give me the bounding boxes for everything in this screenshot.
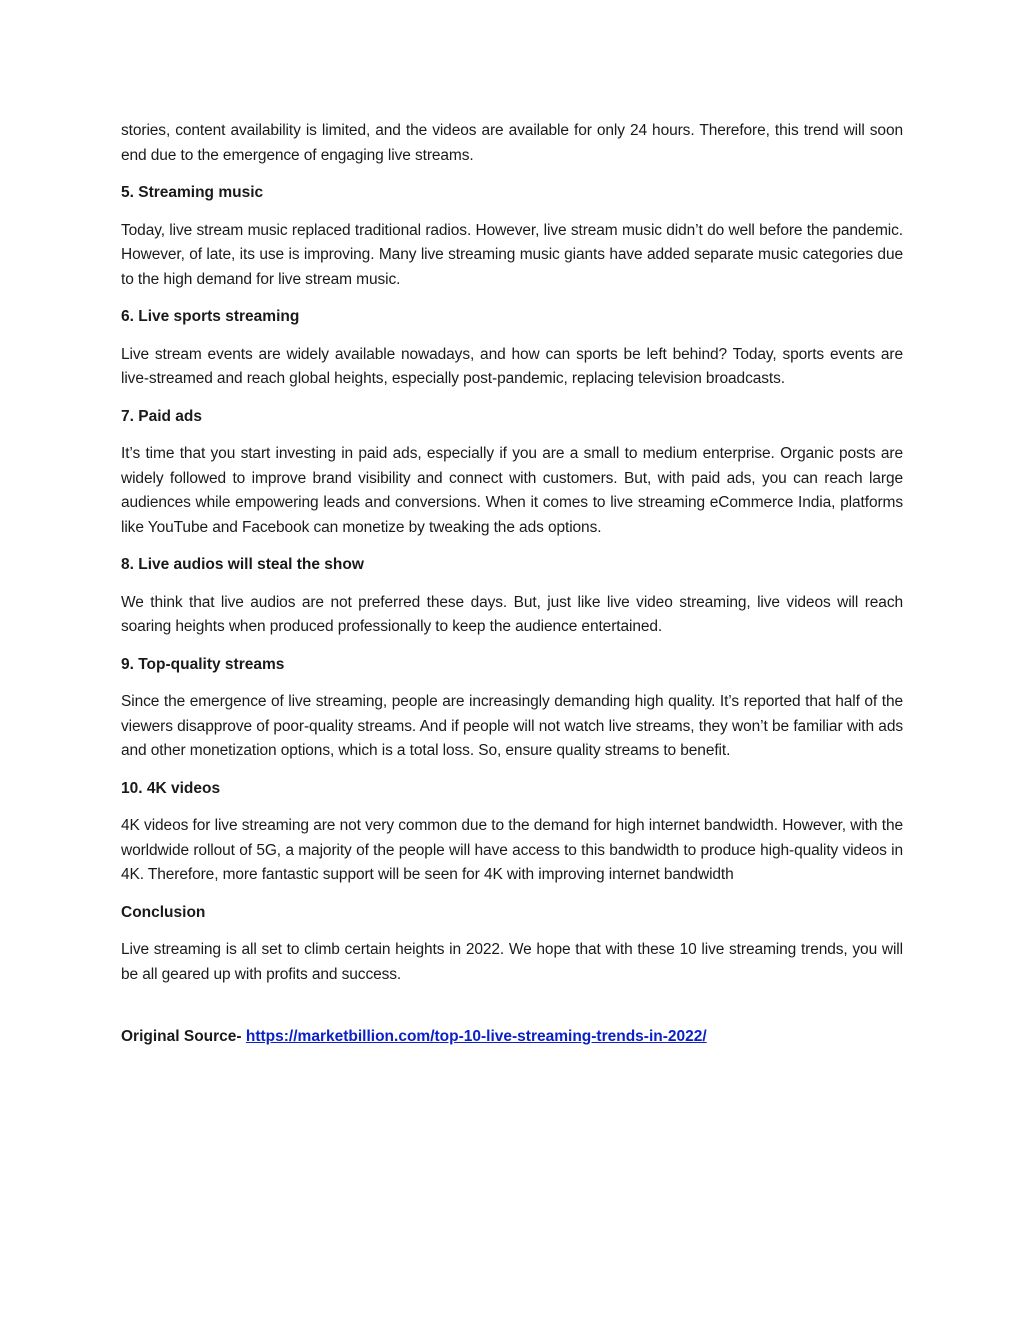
section-heading-live-sports: 6. Live sports streaming xyxy=(121,308,300,325)
section-heading-paid-ads: 7. Paid ads xyxy=(121,407,202,425)
original-source-link[interactable]: https://marketbillion.com/top-10-live-streaming-trends-in-2022/ xyxy=(245,1028,707,1045)
section-heading-streaming-music: 5. Streaming music xyxy=(121,184,264,201)
section-text-conclusion: Live streaming is all set to climb certain heights in 2022. We hope that with these 10 live streaming trends, you will be all geared up with profits and success. xyxy=(121,941,903,983)
section-heading-top-quality: 9. Top-quality streams xyxy=(121,655,285,673)
section-heading-live-audios: 8. Live audios will steal the show xyxy=(121,556,364,573)
section-text-top-quality: Since the emergence of live streaming, people are increasingly demanding high quality. It’s reported that half of the viewers disapprove of poor-quality streams. And if people will not watch live streams, they won’t be familiar with ads and other monetization options, which is a total loss. So, ensure quality streams to benefit. xyxy=(121,693,903,759)
section-text-live-sports: Live stream events are widely available nowadays, and how can sports be left behind? Today, sports events are live-streamed and reach global heights, especially post-pandemic, replacing television broadcasts. xyxy=(121,345,903,387)
section-text-4k-videos: 4K videos for live streaming are not very common due to the demand for high internet bandwidth. However, with the worldwide rollout of 5G, a majority of the people will have access to this bandwidth to produce high-quality videos in 4K. Therefore, more fantastic support will be seen for 4K with improving internet bandwidth xyxy=(121,817,903,883)
section-text-live-audios: We think that live audios are not preferred these days. But, just like live video streaming, live videos will reach soaring heights when produced professionally to keep the audience entertained. xyxy=(121,593,903,635)
original-source-label: Original Source- xyxy=(121,1028,246,1045)
section-text-paid-ads: It’s time that you start investing in paid ads, especially if you are a small to medium enterprise. Organic posts are widely followed to improve brand visibility and connect with customers. But, with paid ads, you can reach large audiences while empowering leads and conversions. When it comes to live streaming eCommerce India, platforms like YouTube and Facebook can monetize by tweaking the ads options. xyxy=(121,445,903,536)
section-heading-conclusion: Conclusion xyxy=(121,903,206,921)
section-text-streaming-music: Today, live stream music replaced traditional radios. However, live stream music didn’t do well before the pandemic. However, of late, its use is improving. Many live streaming music giants have added separate music categories due to the high demand for live stream music. xyxy=(121,221,903,288)
original-source-line xyxy=(121,1025,903,1050)
document-page xyxy=(121,119,903,1050)
intro-paragraph: stories, content availability is limited, and the videos are available for only 24 hours. Therefore, this trend will soon end due to the emergence of engaging live streams. xyxy=(121,122,903,164)
section-heading-4k-videos: 10. 4K videos xyxy=(121,779,221,797)
